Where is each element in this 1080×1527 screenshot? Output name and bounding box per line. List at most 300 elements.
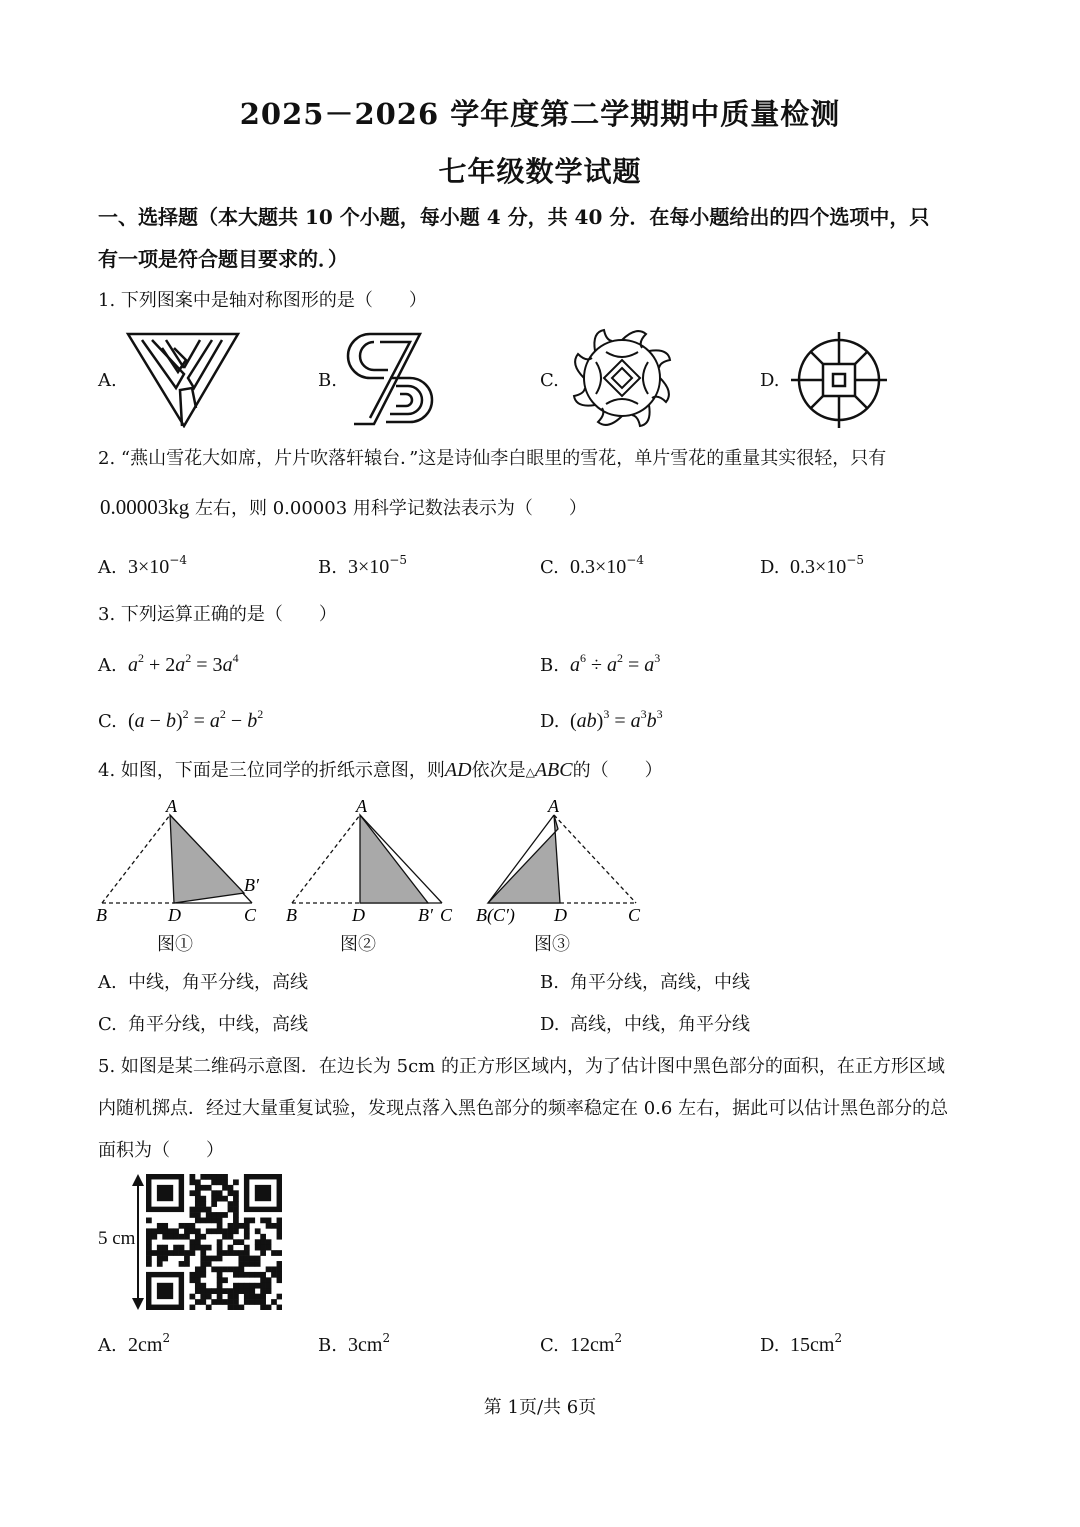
- qr-module: [206, 1245, 212, 1251]
- qr-module: [200, 1266, 206, 1272]
- fig1-point-b: B: [96, 905, 107, 925]
- qr-module: [157, 1185, 173, 1201]
- qr-module: [222, 1266, 228, 1272]
- q4-figure-3: [470, 795, 660, 930]
- qr-module: [211, 1256, 217, 1262]
- qr-module: [238, 1223, 244, 1229]
- qr-module: [151, 1228, 157, 1234]
- qr-module: [190, 1239, 196, 1245]
- qr-module: [266, 1277, 272, 1283]
- qr-module: [222, 1288, 228, 1294]
- qr-module: [206, 1305, 212, 1310]
- qr-module: [271, 1299, 277, 1305]
- qr-module: [151, 1234, 157, 1240]
- triangle-symbol-icon: △: [525, 765, 535, 779]
- qr-module: [255, 1272, 261, 1278]
- q1-option-d-label: D.: [760, 370, 780, 391]
- q3-option-a-label: A.: [98, 655, 117, 676]
- q5-option-a-label: A.: [98, 1335, 117, 1356]
- question-5-stem-line2: 内随机掷点．经过大量重复试验，发现点落入黑色部分的频率稳定在 0.6 左右，据此可以估计黑色部分的总: [98, 1098, 949, 1119]
- qr-module: [168, 1250, 174, 1256]
- qr-module: [217, 1283, 223, 1289]
- qr-module: [217, 1299, 223, 1305]
- qr-module: [206, 1212, 212, 1218]
- exam-title: 2025－2026 学年度第二学期期中质量检测: [239, 97, 841, 131]
- q2-option-d: [760, 554, 864, 581]
- qr-module: [190, 1250, 196, 1256]
- fig2-point-a: A: [356, 796, 367, 816]
- qr-module: [249, 1288, 255, 1294]
- qr-module: [195, 1288, 201, 1294]
- qr-module: [233, 1283, 239, 1289]
- qr-module: [184, 1223, 190, 1229]
- qr-module: [206, 1294, 212, 1300]
- qr-module: [222, 1234, 228, 1240]
- qr-module: [217, 1245, 223, 1251]
- qr-module: [238, 1261, 244, 1267]
- qr-module: [195, 1228, 201, 1234]
- qr-module: [228, 1190, 234, 1196]
- q2-mass-value: 0.00003kg: [100, 495, 190, 519]
- q2-option-c-base: 0.3×10: [570, 556, 627, 578]
- qr-module: [217, 1277, 223, 1283]
- question-2-stem-line1: 2. “燕山雪花大如席，片片吹落轩辕台．”这是诗仙李白眼里的雪花，单片雪花的重量其实很轻，只有: [98, 448, 887, 469]
- qr-module: [244, 1294, 250, 1300]
- qr-module: [206, 1261, 212, 1267]
- qr-module: [157, 1228, 163, 1234]
- q5-dimension-arrow-icon: [128, 1174, 148, 1310]
- qr-module: [146, 1239, 152, 1245]
- qr-module: [200, 1245, 206, 1251]
- fig1-point-a: A: [166, 796, 177, 816]
- section-heading-line2: 有一项是符合题目要求的．）: [98, 247, 348, 271]
- qr-module: [277, 1218, 282, 1224]
- qr-module: [179, 1261, 185, 1267]
- qr-module: [206, 1288, 212, 1294]
- qr-module: [217, 1266, 223, 1272]
- qr-module: [277, 1272, 282, 1278]
- qr-module: [228, 1288, 234, 1294]
- qr-module: [233, 1266, 239, 1272]
- qr-module: [206, 1185, 212, 1191]
- qr-module: [190, 1228, 196, 1234]
- q4-option-c: [98, 1012, 308, 1038]
- qr-module: [249, 1294, 255, 1300]
- q5-option-b-value: 3cm: [348, 1334, 383, 1356]
- qr-module: [146, 1245, 152, 1251]
- qr-module: [260, 1288, 266, 1294]
- q5-option-c-label: C.: [540, 1335, 559, 1356]
- qr-module: [228, 1250, 234, 1256]
- qr-module: [228, 1207, 234, 1213]
- qr-module: [255, 1245, 261, 1251]
- q1-figure-d-target: [788, 330, 890, 430]
- qr-module: [179, 1250, 185, 1256]
- qr-module: [190, 1212, 196, 1218]
- qr-module: [222, 1299, 228, 1305]
- qr-module: [233, 1228, 239, 1234]
- q1-option-b-label: B.: [318, 370, 337, 391]
- qr-module: [217, 1212, 223, 1218]
- qr-module: [233, 1299, 239, 1305]
- qr-module: [146, 1228, 152, 1234]
- qr-module: [184, 1261, 190, 1267]
- q3-option-a-formula: $a^2 + 2a^2 = 3a^4$: [128, 651, 239, 676]
- q2-stem-tail: 左右，则 0.00003 用科学记数法表示为（ ）: [194, 498, 587, 519]
- qr-module: [222, 1228, 228, 1234]
- qr-module: [146, 1261, 152, 1267]
- qr-module: [260, 1239, 266, 1245]
- qr-module: [206, 1174, 212, 1180]
- qr-module: [206, 1256, 212, 1262]
- qr-module: [157, 1256, 163, 1262]
- q3-option-c-label: C.: [98, 711, 117, 732]
- qr-module: [266, 1218, 272, 1224]
- q4-stem-post: 的（ ）: [572, 760, 663, 781]
- qr-module: [195, 1266, 201, 1272]
- q1-figure-b-swirl: [340, 328, 436, 428]
- qr-module: [238, 1272, 244, 1278]
- q3-option-d-formula: $(ab)^3 = a^3b^3$: [570, 707, 663, 732]
- qr-module: [211, 1299, 217, 1305]
- qr-module: [211, 1288, 217, 1294]
- qr-module: [190, 1305, 196, 1310]
- qr-module: [277, 1228, 282, 1234]
- q2-option-c: [540, 554, 644, 581]
- q2-option-d-label: D.: [760, 557, 780, 578]
- q4-option-c-label: C.: [98, 1014, 117, 1035]
- qr-module: [244, 1250, 250, 1256]
- question-5-stem-line3: 面积为（ ）: [98, 1140, 224, 1161]
- qr-module: [200, 1250, 206, 1256]
- q4-option-d: [540, 1012, 750, 1038]
- qr-module: [200, 1196, 206, 1202]
- qr-module: [233, 1305, 239, 1310]
- q4-option-d-label: D.: [540, 1014, 560, 1035]
- fig3-point-bcprime: B(C′): [476, 905, 515, 925]
- qr-module: [233, 1190, 239, 1196]
- qr-module: [190, 1190, 196, 1196]
- qr-module: [244, 1261, 250, 1267]
- qr-module: [233, 1207, 239, 1213]
- q5-option-c-exp: 2: [614, 1331, 623, 1345]
- qr-module: [200, 1294, 206, 1300]
- qr-module: [233, 1201, 239, 1207]
- qr-module: [233, 1179, 239, 1185]
- qr-module: [244, 1283, 250, 1289]
- qr-module: [195, 1190, 201, 1196]
- fig1-point-d: D: [168, 905, 181, 925]
- qr-module: [200, 1207, 206, 1213]
- q2-option-c-label: C.: [540, 557, 559, 578]
- fig3-point-d: D: [554, 905, 567, 925]
- qr-module: [190, 1174, 196, 1180]
- q2-option-d-exp: −5: [846, 553, 864, 567]
- qr-module: [238, 1283, 244, 1289]
- qr-module: [266, 1283, 272, 1289]
- q5-option-a-exp: 2: [162, 1331, 171, 1345]
- qr-module: [211, 1212, 217, 1218]
- q5-option-b: [318, 1332, 390, 1359]
- qr-module: [157, 1261, 163, 1267]
- qr-module: [244, 1234, 250, 1240]
- q4-option-a: [98, 970, 308, 996]
- qr-module: [233, 1250, 239, 1256]
- qr-module: [200, 1299, 206, 1305]
- qr-module: [200, 1234, 206, 1240]
- qr-module: [146, 1234, 152, 1240]
- qr-module: [228, 1185, 234, 1191]
- qr-module: [249, 1261, 255, 1267]
- qr-module: [217, 1190, 223, 1196]
- qr-module: [255, 1228, 261, 1234]
- q4-figure-1: [92, 795, 272, 930]
- qr-module: [260, 1283, 266, 1289]
- qr-module: [190, 1294, 196, 1300]
- qr-module: [179, 1234, 185, 1240]
- qr-module: [200, 1261, 206, 1267]
- qr-module: [195, 1234, 201, 1240]
- q4-option-d-text: 高线，中线，角平分线: [570, 1014, 750, 1035]
- section-heading: [98, 196, 988, 280]
- q3-option-b-label: B.: [540, 655, 559, 676]
- qr-module: [244, 1228, 250, 1234]
- qr-module: [146, 1256, 152, 1262]
- qr-module: [233, 1294, 239, 1300]
- qr-module: [233, 1196, 239, 1202]
- qr-module: [195, 1201, 201, 1207]
- qr-module: [228, 1305, 234, 1310]
- q4-option-b: [540, 970, 750, 996]
- qr-module: [238, 1256, 244, 1262]
- qr-module: [260, 1272, 266, 1278]
- qr-module: [217, 1196, 223, 1202]
- q5-side-length-label: 5 cm: [98, 1228, 136, 1249]
- qr-module: [184, 1234, 190, 1240]
- qr-module: [228, 1245, 234, 1251]
- qr-module: [271, 1250, 277, 1256]
- qr-module: [260, 1250, 266, 1256]
- qr-module: [255, 1185, 271, 1201]
- qr-module: [266, 1239, 272, 1245]
- question-4-stem: [98, 757, 663, 785]
- question-1-stem: 1. 下列图案中是轴对称图形的是（ ）: [98, 290, 427, 311]
- qr-module: [206, 1207, 212, 1213]
- qr-module: [195, 1272, 201, 1278]
- qr-module: [255, 1256, 261, 1262]
- fig3-point-a: A: [548, 796, 559, 816]
- qr-module: [233, 1218, 239, 1224]
- qr-module: [266, 1266, 272, 1272]
- fig2-point-c: C: [440, 905, 453, 925]
- qr-module: [157, 1245, 163, 1251]
- qr-module: [206, 1218, 212, 1224]
- qr-module: [195, 1283, 201, 1289]
- qr-module: [173, 1245, 179, 1251]
- q1-figure-c-flower: [566, 322, 678, 434]
- qr-module: [238, 1288, 244, 1294]
- q5-option-b-label: B.: [318, 1335, 337, 1356]
- qr-module: [277, 1277, 282, 1283]
- qr-module: [173, 1234, 179, 1240]
- qr-module: [228, 1234, 234, 1240]
- qr-module: [277, 1266, 282, 1272]
- qr-module: [200, 1174, 206, 1180]
- qr-module: [233, 1239, 239, 1245]
- qr-module: [195, 1245, 201, 1251]
- qr-module: [190, 1277, 196, 1283]
- q4-figure-1-caption: 图①: [157, 934, 193, 955]
- qr-module: [244, 1218, 250, 1224]
- qr-module: [195, 1218, 201, 1224]
- q5-option-d-exp: 2: [834, 1331, 843, 1345]
- qr-module: [200, 1218, 206, 1224]
- qr-module: [277, 1223, 282, 1229]
- q1-option-a-label: A.: [98, 370, 117, 391]
- qr-module: [222, 1250, 228, 1256]
- qr-module: [190, 1223, 196, 1229]
- qr-module: [228, 1294, 234, 1300]
- qr-module: [200, 1256, 206, 1262]
- question-5-stem-line1: 5. 如图是某二维码示意图．在边长为 5cm 的正方形区域内，为了估计图中黑色部分的面积，在正方形区域: [98, 1056, 945, 1077]
- q2-option-c-exp: −4: [626, 553, 644, 567]
- qr-module: [195, 1277, 201, 1283]
- q3-option-b-formula: $a^6 \div a^2 = a^3$: [570, 651, 661, 676]
- q3-option-b: [540, 652, 660, 679]
- qr-module: [162, 1256, 168, 1262]
- qr-module: [146, 1218, 152, 1224]
- q2-option-d-base: 0.3×10: [790, 556, 847, 578]
- q3-option-c-formula: $(a - b)^2 = a^2 - b^2$: [128, 707, 264, 732]
- q4-option-b-text: 角平分线，高线，中线: [570, 972, 750, 993]
- qr-module: [195, 1207, 201, 1213]
- qr-module: [206, 1228, 212, 1234]
- qr-module: [244, 1288, 250, 1294]
- qr-module: [228, 1223, 234, 1229]
- qr-module: [195, 1179, 201, 1185]
- qr-module: [255, 1261, 261, 1267]
- q4-option-a-label: A.: [98, 972, 117, 993]
- q4-option-a-text: 中线，角平分线，高线: [128, 972, 308, 993]
- qr-module: [271, 1223, 277, 1229]
- q1-figure-a-triskelion: [122, 328, 242, 428]
- qr-module: [228, 1266, 234, 1272]
- qr-module: [222, 1196, 228, 1202]
- exam-subtitle: 七年级数学试题: [438, 155, 642, 188]
- q5-option-b-exp: 2: [382, 1331, 391, 1345]
- qr-module: [162, 1223, 168, 1229]
- q4-option-b-label: B.: [540, 972, 559, 993]
- qr-module: [217, 1288, 223, 1294]
- qr-module: [211, 1196, 217, 1202]
- qr-module: [260, 1234, 266, 1240]
- qr-module: [211, 1179, 217, 1185]
- q5-option-c: [540, 1332, 622, 1359]
- qr-module: [200, 1185, 206, 1191]
- q4-figure-3-caption: 图③: [534, 934, 570, 955]
- qr-module: [217, 1250, 223, 1256]
- qr-module: [260, 1245, 266, 1251]
- qr-module: [217, 1272, 223, 1278]
- qr-module: [217, 1256, 223, 1262]
- qr-module: [157, 1283, 173, 1299]
- qr-module: [173, 1228, 179, 1234]
- qr-module: [260, 1294, 266, 1300]
- q4-tri-abc: ABC: [534, 759, 573, 781]
- qr-module: [238, 1305, 244, 1310]
- qr-module: [217, 1179, 223, 1185]
- q2-option-a-exp: −4: [169, 553, 187, 567]
- qr-module: [260, 1299, 266, 1305]
- q5-option-d-label: D.: [760, 1335, 780, 1356]
- qr-module: [217, 1174, 223, 1180]
- qr-module: [260, 1277, 266, 1283]
- qr-module: [200, 1283, 206, 1289]
- qr-module: [195, 1299, 201, 1305]
- q5-option-d: [760, 1332, 842, 1359]
- qr-module: [266, 1223, 272, 1229]
- fig1-point-bprime: B′: [244, 875, 259, 895]
- q2-option-b-base: 3×10: [348, 556, 390, 578]
- qr-module: [244, 1256, 250, 1262]
- qr-module: [249, 1256, 255, 1262]
- qr-module: [222, 1185, 228, 1191]
- qr-module: [222, 1212, 228, 1218]
- qr-module: [211, 1228, 217, 1234]
- qr-module: [179, 1223, 185, 1229]
- fig2-point-bprime: B′: [418, 905, 433, 925]
- qr-module: [277, 1234, 282, 1240]
- q3-option-a: [98, 652, 239, 679]
- qr-module: [162, 1228, 168, 1234]
- qr-module: [200, 1272, 206, 1278]
- qr-module: [271, 1272, 277, 1278]
- qr-module: [162, 1250, 168, 1256]
- qr-module: [260, 1218, 266, 1224]
- q5-option-a: [98, 1332, 170, 1359]
- qr-module: [211, 1218, 217, 1224]
- qr-module: [277, 1305, 282, 1310]
- q5-qr-code: [146, 1174, 282, 1310]
- qr-module: [211, 1190, 217, 1196]
- section-heading-line1: 一、选择题（本大题共 10 个小题，每小题 4 分，共 40 分．在每小题给出的四个选项中，只: [98, 205, 930, 229]
- question-3-stem: 3. 下列运算正确的是（ ）: [98, 604, 337, 625]
- q3-option-c: [98, 708, 263, 735]
- qr-module: [190, 1207, 196, 1213]
- qr-module: [228, 1299, 234, 1305]
- q5-option-a-value: 2cm: [128, 1334, 163, 1356]
- q4-figure-2: [282, 795, 462, 930]
- qr-module: [184, 1250, 190, 1256]
- qr-module: [179, 1245, 185, 1251]
- q4-stem-pre: 4. 如图，下面是三位同学的折纸示意图，则: [98, 760, 445, 781]
- q3-option-d: [540, 708, 663, 735]
- qr-module: [244, 1245, 250, 1251]
- q2-option-b-label: B.: [318, 557, 337, 578]
- fig2-point-b: B: [286, 905, 297, 925]
- qr-module: [190, 1179, 196, 1185]
- q2-option-a: [98, 554, 187, 581]
- qr-module: [255, 1283, 261, 1289]
- q5-option-d-value: 15cm: [790, 1334, 835, 1356]
- question-2-stem-line2: [100, 494, 587, 522]
- fig3-point-c: C: [628, 905, 641, 925]
- qr-module: [228, 1201, 234, 1207]
- q2-option-b-exp: −5: [389, 553, 407, 567]
- qr-module: [233, 1212, 239, 1218]
- qr-module: [266, 1305, 272, 1310]
- qr-module: [184, 1256, 190, 1262]
